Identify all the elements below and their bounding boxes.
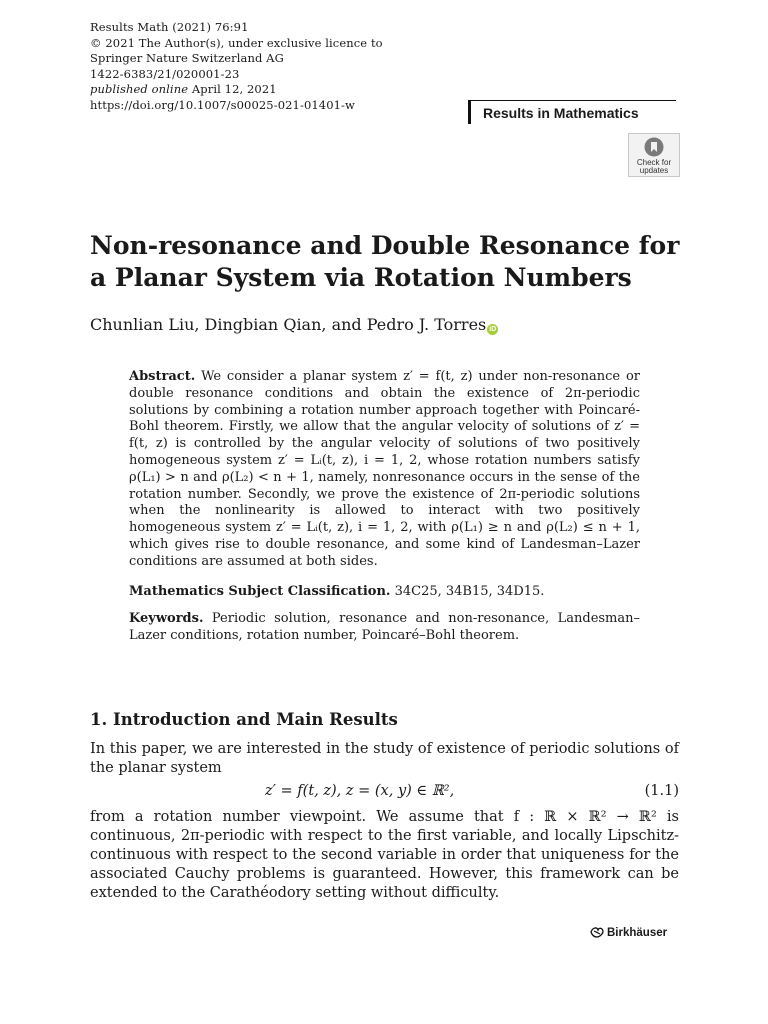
equation-number: (1.1) — [644, 783, 679, 799]
check-line1: Check for — [636, 158, 672, 167]
published-label: published online — [90, 82, 189, 96]
authors: Chunlian Liu, Dingbian Qian, and Pedro J. Torres — [90, 315, 487, 334]
subject-classification — [129, 583, 640, 600]
section-number: 1. — [90, 710, 108, 729]
abstract-text: We consider a planar system z′ = f(t, z) under non-resonance or double resonance conditions and obtain the existence of 2π-periodic solutions by combining a rotation number approach together with Poincaré-Bohl theorem. Firstly, we allow that the angular velocity of solutions of z′ = f(t, z) is controlled by the angular velocity of solutions of two positively homogeneous system z′ = Lᵢ(t, z), i = 1, 2, whose rotation numbers satisfy ρ(L₁) > n and ρ(L₂) < n + 1, namely, nonresonance occurs in the sense of the rotation number. Secondly, we prove the existence of 2π-periodic solutions when the nonlinearity is allowed to interact with two positively homogeneous system z′ = Lᵢ(t, z), i = 1, 2, with ρ(L₁) ≥ n and ρ(L₂) ≤ n + 1, which gives rise to double resonance, and some kind of Landesman–Lazer conditions are assumed at both sides. — [129, 369, 640, 569]
msc-label: Mathematics Subject Classification. — [129, 584, 391, 599]
body-paragraph: from a rotation number viewpoint. We assume that f : ℝ × ℝ² → ℝ² is continuous, 2π-periodic with respect to the first variable, and locally Lipschitz-continuous with respect to the second variable in order that uniqueness for the associated Cauchy problems is guaranteed. However, this framework can be extended to the Carathéodory setting without difficulty. — [90, 809, 679, 901]
check-line2: updates — [639, 166, 669, 175]
issn: 1422-6383/21/020001-23 — [90, 66, 240, 81]
abstract — [129, 369, 640, 571]
keywords-text: Periodic solution, resonance and non-resonance, Landesman–Lazer conditions, rotation number, Poincaré–Bohl theorem. — [129, 611, 641, 643]
paper-title: Non-resonance and Double Resonance for a Planar System via Rotation Numbers — [90, 231, 680, 292]
equation-body: z′ = f(t, z), z = (x, y) ∈ ℝ², — [265, 783, 455, 799]
section-title: Introduction and Main Results — [112, 710, 398, 729]
journal-name: Results in Mathematics — [468, 100, 676, 124]
orcid-icon[interactable]: iD — [489, 326, 497, 333]
publisher-name: Birkhäuser — [607, 927, 668, 939]
keywords — [129, 611, 640, 645]
author-list — [90, 315, 498, 335]
article-metadata — [90, 20, 383, 113]
doi-link[interactable]: https://doi.org/10.1007/s00025-021-01401-w — [90, 97, 355, 112]
bookmark-icon — [644, 137, 664, 157]
copyright: © 2021 The Author(s), under exclusive licence to — [90, 35, 383, 50]
msc-text: 34C25, 34B15, 34D15. — [394, 584, 545, 599]
publisher-logo — [590, 926, 667, 939]
check-for-updates-badge[interactable] — [628, 133, 680, 177]
equation-1-1 — [90, 783, 679, 803]
section-heading — [90, 710, 398, 729]
published-online — [90, 82, 383, 98]
keywords-label: Keywords. — [129, 611, 204, 626]
intro-paragraph: In this paper, we are interested in the study of existence of periodic solutions of the planar system — [90, 741, 679, 776]
abstract-label: Abstract. — [129, 369, 196, 384]
copyright-cont: Springer Nature Switzerland AG — [90, 51, 284, 65]
citation: Results Math (2021) 76:91 — [90, 20, 249, 34]
birkhauser-icon — [590, 926, 604, 938]
published-date: April 12, 2021 — [191, 82, 277, 96]
